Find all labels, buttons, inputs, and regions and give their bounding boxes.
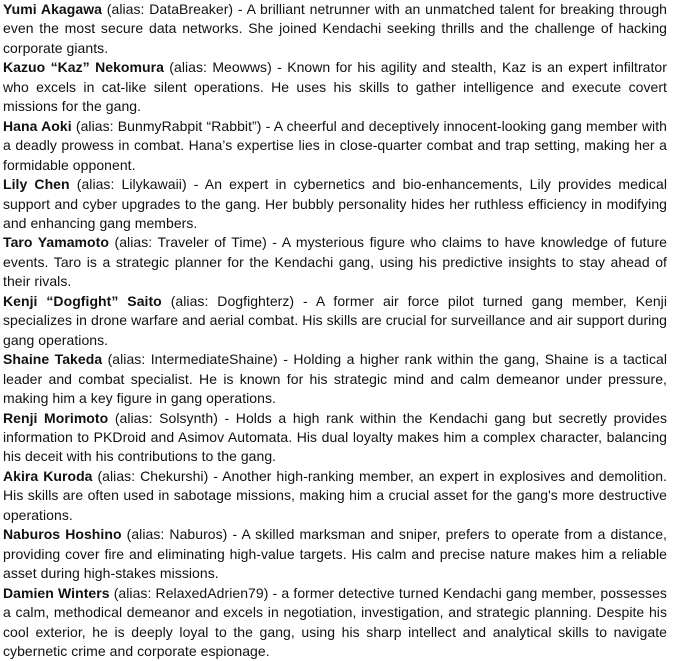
character-entry-yumi-akagawa — [3, 0, 667, 58]
character-entry-taro-yamamoto — [3, 233, 667, 291]
character-entry-akira-kuroda — [3, 467, 667, 525]
character-description: (alias: IntermediateShaine) - Holding a higher rank within the gang, Shaine is a tactical leader and combat specialist. He is known for his strategic mind and calm demeanor under pressure, making him a key figure in gang operations. — [3, 351, 667, 407]
character-entry-kenji-saito — [3, 292, 667, 350]
character-description: (alias: Meowws) - Known for his agility and stealth, Kaz is an expert infiltrator who excels in cat-like silent operations. He uses his skills to gather intelligence and execute covert missions for the gang. — [3, 59, 667, 115]
character-description: (alias: Chekurshi) - Another high-ranking member, an expert in explosives and demolition. His skills are often used in sabotage missions, making him a crucial asset for the gang's more destructive operations. — [3, 467, 667, 523]
character-name: Naburos Hoshino — [3, 526, 122, 543]
character-description: (alias: RelaxedAdrien79) - a former detective turned Kendachi gang member, possesses a calm, methodical demeanor and excels in negotiation, investigation, and strategic planning. Despite his cool exterior, he is deeply loyal to the gang, using his sharp intellect and analytical skills to navigate cybernetic crime and corporate espionage. — [3, 584, 667, 659]
character-entry-hana-aoki — [3, 117, 667, 175]
character-entry-shaine-takeda — [3, 350, 667, 408]
character-entry-kazuo-nekomura — [3, 58, 667, 116]
character-entry-lily-chen — [3, 175, 667, 233]
character-entry-damien-winters — [3, 584, 667, 661]
character-name: Yumi Akagawa — [3, 1, 102, 17]
character-name: Taro Yamamoto — [3, 234, 109, 251]
character-description: (alias: Dogfighterz) - A former air force pilot turned gang member, Kenji specializes in drone warfare and aerial combat. His skills are crucial for surveillance and air support during gang operations. — [3, 292, 667, 348]
character-description: (alias: Lilykawaii) - An expert in cybernetics and bio-enhancements, Lily provides medical support and cyber upgrades to the gang. Her bubbly personality hides her ruthless efficiency in modifying and enhancing gang members. — [3, 176, 667, 231]
character-entry-naburos-hoshino — [3, 525, 667, 583]
character-description: (alias: DataBreaker) - A brilliant netrunner with an unmatched talent for breaking through even the most secure data networks. She joined Kendachi seeking thrills and the challenge of hacking corporate giants. — [3, 1, 668, 56]
character-name: Hana Aoki — [3, 117, 72, 134]
character-entry-renji-morimoto — [3, 409, 667, 467]
character-name: Kenji “Dogfight” Saito — [3, 292, 162, 309]
character-description: (alias: Traveler of Time) - A mysterious figure who claims to have knowledge of future events. Taro is a strategic planner for the Kendachi gang, using his predictive insights to stay ahead of their rivals. — [3, 234, 668, 290]
character-description: (alias: BunmyRabpit “Rabbit”) - A cheerful and deceptively innocent-looking gang member with a deadly prowess in combat. Hana’s expertise lies in close-quarter combat and trap setting, making her a formidable opponent. — [3, 117, 667, 173]
character-name: Lily Chen — [3, 176, 70, 193]
character-name: Damien Winters — [3, 584, 110, 601]
character-description: (alias: Solsynth) - Holds a high rank within the Kendachi gang but secretly provides information to PKDroid and Asimov Automata. His dual loyalty makes him a complex character, balancing his deceit with his contributions to the gang. — [3, 409, 667, 465]
character-description: (alias: Naburos) - A skilled marksman and sniper, prefers to operate from a distance, providing cover fire and eliminating high-value targets. His calm and precise nature makes him a reliable asset during high-stakes missions. — [3, 526, 667, 582]
character-list — [3, 0, 667, 661]
character-name: Kazuo “Kaz” Nekomura — [3, 59, 164, 76]
character-name: Renji Morimoto — [3, 409, 109, 426]
character-name: Shaine Takeda — [3, 351, 103, 368]
character-name: Akira Kuroda — [3, 467, 93, 484]
